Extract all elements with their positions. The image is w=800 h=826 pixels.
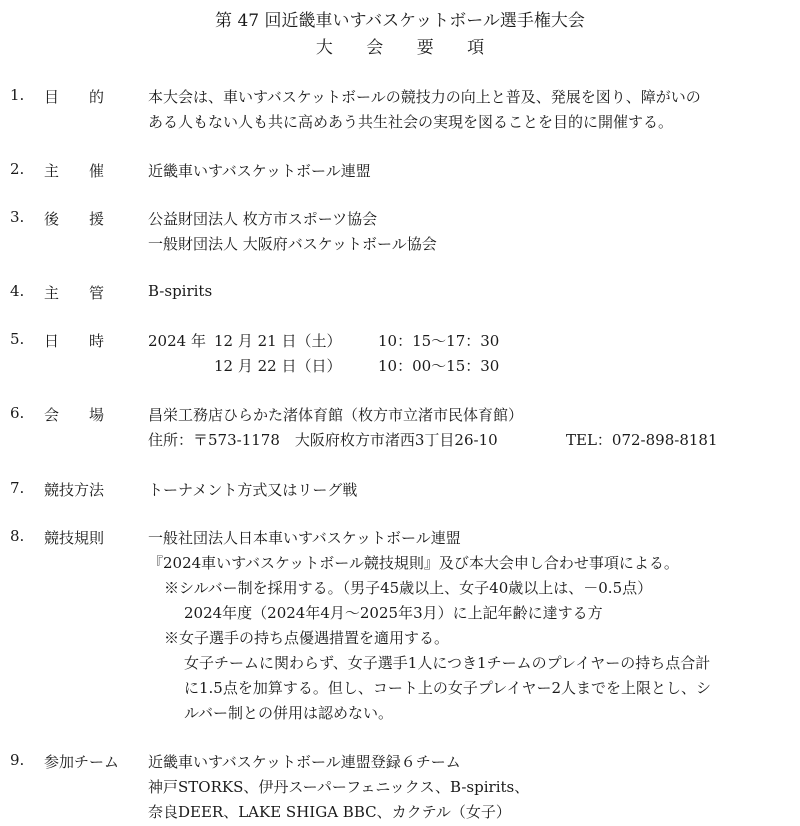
section-label: 目 的 [44, 88, 105, 106]
venue-address: 住所：〒573-1178 大阪府枚方市渚西3丁目26-10 [148, 431, 498, 449]
section-number: 5. [10, 330, 25, 348]
time-day-1: 10：15〜17：30 [378, 332, 500, 350]
section-label: 主 管 [44, 284, 105, 302]
section-number: 2. [10, 160, 25, 178]
date-day-2: 12 月 22 日（日） [214, 357, 342, 375]
section-number: 4. [10, 282, 25, 300]
team-list: 奈良DEER、LAKE SHIGA BBC、カクテル（女子） [148, 803, 511, 821]
section-label: 競技方法 [44, 481, 105, 499]
section-label: 主 催 [44, 162, 105, 180]
section-number: 7. [10, 479, 25, 497]
section-label: 競技規則 [44, 529, 105, 547]
document-subtitle: 大 会 要 項 [315, 38, 499, 58]
section-text: トーナメント方式又はリーグ戦 [148, 481, 358, 499]
section-text: ルバー制との併用は認めない。 [184, 704, 393, 722]
section-text: 女子チームに関わらず、女子選手1人につき1チームのプレイヤーの持ち点合計 [184, 654, 711, 672]
date-day-1: 12 月 21 日（土） [214, 332, 342, 350]
section-note: ※女子選手の持ち点優遇措置を適用する。 [164, 629, 450, 647]
section-label: 会 場 [44, 406, 105, 424]
section-number: 6. [10, 404, 25, 422]
section-number: 3. [10, 208, 25, 226]
section-text: 近畿車いすバスケットボール連盟登録６チーム [148, 753, 461, 771]
section-text: 公益財団法人 枚方市スポーツ協会 [148, 210, 378, 228]
section-note: ※シルバー制を採用する。（男子45歳以上、女子40歳以上は、－0.5点） [164, 579, 653, 597]
date-year: 2024 年 [148, 332, 206, 350]
section-label: 参加チーム [44, 753, 120, 771]
section-text: 一般社団法人日本車いすバスケットボール連盟 [148, 529, 461, 547]
document-title: 第 47 回近畿車いすバスケットボール選手権大会 [215, 11, 585, 31]
section-text: 一般財団法人 大阪府バスケットボール協会 [148, 235, 437, 253]
section-text: B-spirits [148, 282, 213, 300]
section-text: 本大会は、車いすバスケットボールの競技力の向上と普及、発展を図り、障がいの [148, 88, 701, 106]
section-text: 2024年度（2024年4月〜2025年3月）に上記年齢に達する方 [184, 604, 603, 622]
section-number: 8. [10, 527, 25, 545]
venue-tel: TEL：072-898-8181 [566, 431, 718, 449]
section-text: 『2024車いすバスケットボール競技規則』及び本大会申し合わせ事項による。 [148, 554, 679, 572]
section-number: 1. [10, 86, 25, 104]
section-text: に1.5点を加算する。但し、コート上の女子プレイヤー2人までを上限とし、シ [184, 679, 712, 697]
team-list: 神戸STORKS、伊丹スーパーフェニックス、B-spirits、 [148, 778, 530, 796]
section-number: 9. [10, 751, 25, 769]
section-text: 近畿車いすバスケットボール連盟 [148, 162, 371, 180]
section-label: 日 時 [44, 332, 105, 350]
time-day-2: 10：00〜15：30 [378, 357, 500, 375]
venue-name: 昌栄工務店ひらかた渚体育館（枚方市立渚市民体育館） [148, 406, 524, 424]
section-text: ある人もない人も共に高めあう共生社会の実現を図ることを目的に開催する。 [148, 113, 674, 131]
section-label: 後 援 [44, 210, 105, 228]
